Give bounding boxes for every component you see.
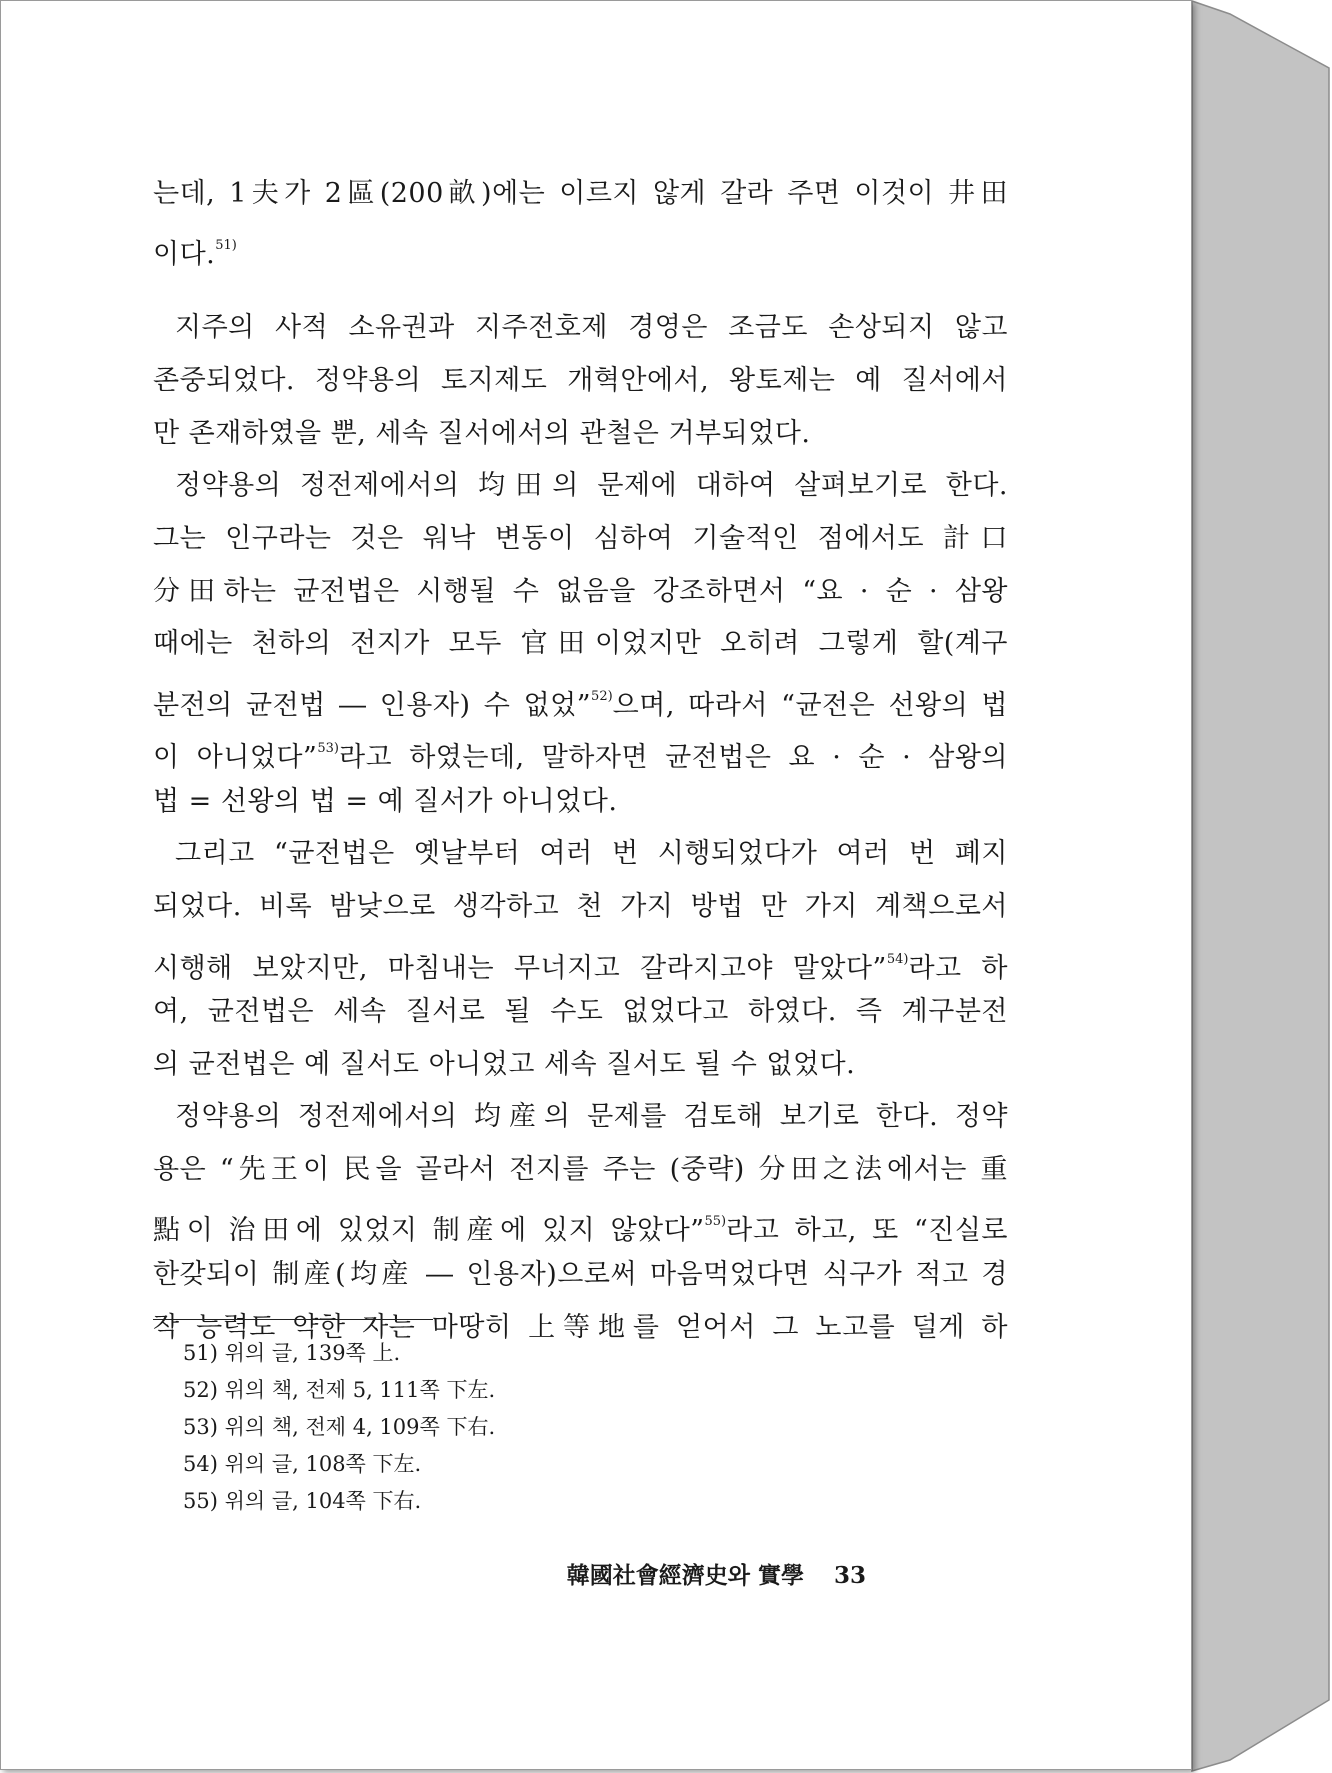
line-text-continued: 라고 하였는데, 말하자면 균전법은 요 · 순 · 삼왕의 (338, 742, 1008, 773)
footnote-divider (153, 1319, 433, 1320)
line-text: 한갖되이 制産(均産 ― 인용자)으로써 마음먹었다면 식구가 적고 경 (153, 1259, 1008, 1290)
body-line (153, 361, 1008, 401)
body-line (153, 519, 1008, 559)
footnote-ref: 54) (886, 952, 909, 967)
line-text: 그리고 “균전법은 옛날부터 여러 번 시행되었다가 여러 번 폐지 (175, 838, 1008, 869)
body-line (153, 414, 1008, 454)
body-line (153, 887, 1008, 927)
line-text: 만 존재하였을 뿐, 세속 질서에서의 관철은 거부되었다. (153, 418, 811, 449)
line-text: 법 = 선왕의 법 = 예 질서가 아니었다. (153, 786, 618, 817)
line-text: 때에는 천하의 전지가 모두 官田이었지만 오히려 그렇게 할(계구 (153, 628, 1008, 659)
body-line (153, 1255, 1008, 1295)
footnote-ref: 51) (215, 238, 237, 253)
body-line (153, 1202, 1008, 1251)
page-number: 33 (833, 1562, 866, 1589)
line-text-continued: 으며, 따라서 “균전은 선왕의 법 (612, 690, 1009, 721)
line-text: 이다. (153, 239, 216, 270)
footnote-ref: 53) (317, 741, 339, 756)
body-line (153, 174, 1008, 214)
footnote-53: 53) 위의 책, 전제 4, 109쪽 下右. (183, 1415, 496, 1439)
body-line (153, 226, 1008, 275)
body-line (153, 1150, 1008, 1190)
line-text: 여, 균전법은 세속 질서로 될 수도 없었다고 하였다. 즉 계구분전 (153, 996, 1008, 1027)
body-line (175, 1097, 1008, 1137)
footnote-55: 55) 위의 글, 104쪽 下右. (183, 1489, 422, 1513)
footnote-ref: 55) (704, 1214, 727, 1229)
footnote-51: 51) 위의 글, 139쪽 上. (183, 1341, 401, 1365)
line-text: 이 아니었다” (153, 742, 318, 773)
line-text: 정약용의 정전제에서의 均田의 문제에 대하여 살펴보기로 한다. (175, 470, 1008, 501)
body-line (175, 466, 1008, 506)
body-line (153, 624, 1008, 664)
line-text: 정약용의 정전제에서의 均産의 문제를 검토해 보기로 한다. 정약 (175, 1101, 1008, 1132)
line-text: 分田하는 균전법은 시행될 수 없음을 강조하면서 “요 · 순 · 삼왕 (153, 576, 1008, 607)
line-text: 는데, 1夫가 2區(200畝)에는 이르지 않게 갈라 주면 이것이 井田 (153, 178, 1008, 209)
line-text: 용은 “先王이 民을 골라서 전지를 주는 (중략) 分田之法에서는 重 (153, 1154, 1008, 1185)
body-line (175, 308, 1008, 348)
running-footer (567, 1557, 866, 1590)
line-text-continued: 라고 하 (908, 953, 1008, 984)
line-text: 의 균전법은 예 질서도 아니었고 세속 질서도 될 수 없었다. (153, 1049, 856, 1080)
line-text: 존중되었다. 정약용의 토지제도 개혁안에서, 왕토제는 예 질서에서 (153, 365, 1008, 396)
line-text: 그는 인구라는 것은 워낙 변동이 심하여 기술적인 점에서도 計口 (153, 523, 1008, 554)
footnote-ref: 52) (591, 689, 613, 704)
line-text-continued: 라고 하고, 또 “진실로 (726, 1215, 1008, 1246)
footnote-54: 54) 위의 글, 108쪽 下左. (183, 1452, 422, 1476)
body-line (153, 940, 1008, 989)
footer-title: 韓國社會經濟史와 實學 (566, 1562, 804, 1589)
body-line (153, 782, 1008, 822)
footnote-52: 52) 위의 책, 전제 5, 111쪽 下左. (183, 1378, 496, 1402)
body-line (175, 834, 1008, 874)
body-line (153, 572, 1008, 612)
line-text: 작 능력도 약한 자는 마땅히 上等地를 얻어서 그 노고를 덜게 하 (153, 1312, 1008, 1343)
body-line (153, 992, 1008, 1032)
line-text: 지주의 사적 소유권과 지주전호제 경영은 조금도 손상되지 않고 (175, 312, 1008, 343)
line-text: 되었다. 비록 밤낮으로 생각하고 천 가지 방법 만 가지 계책으로서 (153, 891, 1008, 922)
body-line (153, 1045, 1008, 1085)
line-text: 분전의 균전법 ― 인용자) 수 없었” (153, 690, 592, 721)
line-text: 點이 治田에 있었지 制産에 있지 않았다” (153, 1215, 705, 1246)
body-line (153, 729, 1008, 778)
line-text: 시행해 보았지만, 마침내는 무너지고 갈라지고야 말았다” (153, 953, 887, 984)
body-line (153, 677, 1008, 726)
